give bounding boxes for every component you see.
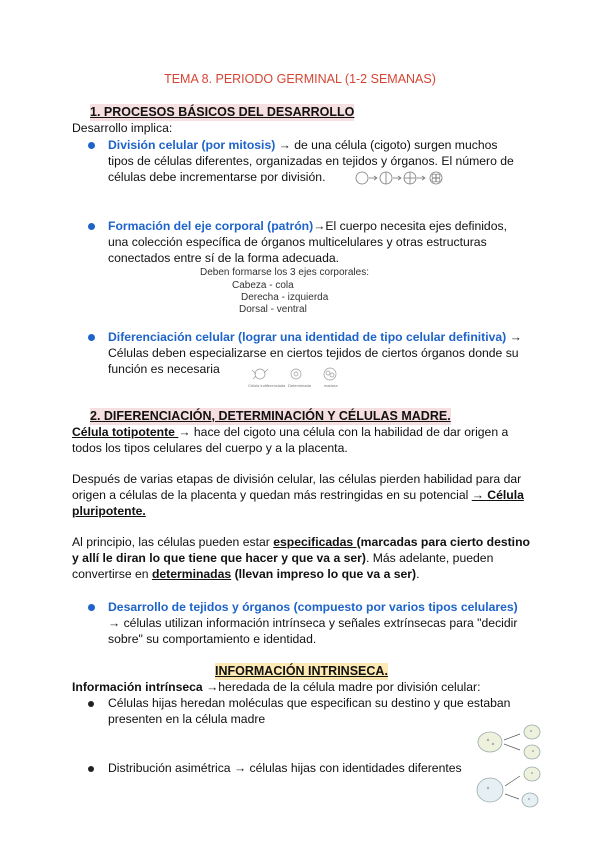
totipotente-text: → hace del cigoto una célula con la habilidad de dar origen a <box>178 425 509 439</box>
page-title: TEMA 8. PERIODO GERMINAL (1-2 SEMANAS) <box>164 72 436 86</box>
division-text: → de una célula (cigoto) surgen muchos <box>275 138 498 152</box>
bullet-icon <box>88 701 94 707</box>
caption-undifferentiated: Célula indiferenciada <box>248 383 286 388</box>
bullet-eje-line1 <box>108 218 507 235</box>
p3-text-c: convertirse en <box>72 567 152 581</box>
caption-determined: Determinada <box>288 383 311 388</box>
p3-bold-c: (llevan impreso lo que va a ser) <box>231 567 417 581</box>
eje-text: →El cuerpo necesita ejes definidos, <box>313 219 507 233</box>
tejidos-line3: sobre" su comportamiento e identidad. <box>108 632 317 646</box>
intrinseca-b1-line2: presenten en la célula madre <box>108 712 266 726</box>
axis-3: Dorsal - ventral <box>239 304 307 315</box>
bullet-eje-line3: conectados entre sí de la forma adecuada. <box>108 251 340 265</box>
section-1-intro: Desarrollo implica: <box>72 121 173 135</box>
bullet-diferenciacion-line2: Células deben especializarse en ciertos tejidos de ciertos órganos donde su <box>108 346 519 360</box>
bullet-diferenciacion-line1 <box>108 329 522 346</box>
intrinseca-intro <box>72 679 480 696</box>
paragraph-2-line1: Después de varias etapas de división celular, las células pierden habilidad para dar <box>72 472 522 486</box>
bullet-eje-line2: una colección específica de órganos multicelulares y otras estructuras <box>108 235 487 249</box>
differentiation-figure <box>248 366 348 390</box>
pluripotente-arrow: → Célula <box>471 488 524 502</box>
bullet-icon <box>88 604 95 611</box>
axes-title: Deben formarse los 3 ejes corporales: <box>200 267 369 278</box>
bullet-icon <box>88 223 95 230</box>
paragraph-3-line3 <box>72 566 420 583</box>
p3-text-b: . Más adelante, pueden <box>365 551 494 565</box>
caption-mature: madura <box>324 383 338 388</box>
intrinseca-b2: Distribución asimétrica → células hijas con identidades diferentes <box>108 761 462 775</box>
totipotente-line1 <box>72 424 508 441</box>
eje-corporal-label: Formación del eje corporal (patrón) <box>108 219 314 233</box>
section-2-heading: 2. DIFERENCIACIÓN, DETERMINACIÓN Y CÉLULAS MADRE. <box>90 409 451 423</box>
bullet-icon <box>88 766 94 772</box>
cell-division-figure <box>474 722 546 812</box>
bullet-division-line3: células debe incrementarse por división. <box>108 170 326 184</box>
bullet-icon <box>88 142 95 149</box>
p3-bold-b: y allí le diran lo que tiene que hacer y que va a ser) <box>72 551 366 565</box>
diferenciacion-arrow: → <box>506 330 522 344</box>
axis-1: Cabeza - cola <box>232 280 294 291</box>
p3-bold-a: (marcadas para cierto destino <box>356 535 530 549</box>
diferenciacion-label: Diferenciación celular (lograr una identidad de tipo celular definitiva) <box>108 330 507 344</box>
especificadas-term: especificadas <box>273 535 357 549</box>
paragraph-3-line2 <box>72 550 493 567</box>
totipotente-line2: todos los tipos celulares del cuerpo y a la placenta. <box>72 441 348 455</box>
bullet-diferenciacion-line3: función es necesaria <box>108 362 220 376</box>
p3-period: . <box>416 567 420 581</box>
bullet-icon <box>88 334 95 341</box>
axis-2: Derecha - izquierda <box>241 292 329 303</box>
mitosis-figure <box>354 168 464 188</box>
division-celular-label: División celular (por mitosis) <box>108 138 276 152</box>
intrinseca-b1-line1: Células hijas heredan moléculas que especifican su destino y que estaban <box>108 696 511 710</box>
paragraph-2-line2 <box>72 487 524 504</box>
pluripotente-term: pluripotente. <box>72 504 146 518</box>
paragraph-3-line1 <box>72 534 530 551</box>
intrinseca-text: →heredada de la célula madre por división celular: <box>206 680 481 694</box>
p2-text: origen a células de la placenta y quedan más restringidas en su potencial <box>72 488 472 502</box>
bullet-division-line2: tipos de células diferentes, organizadas en tejidos y órganos. El número de <box>108 154 514 168</box>
totipotente-term: Célula totipotente <box>72 425 179 439</box>
tejidos-line2: → células utilizan información intrínseca y señales extrínsecas para "decidir <box>108 616 518 630</box>
intrinseca-term: Información intrínseca <box>72 680 207 694</box>
tejidos-label: Desarrollo de tejidos y órganos (compuesto por varios tipos celulares) <box>108 600 518 614</box>
bullet-division-line1 <box>108 137 497 154</box>
section-3-heading: INFORMACIÓN INTRINSECA. <box>215 664 388 678</box>
section-1-heading: 1. PROCESOS BÁSICOS DEL DESARROLLO <box>90 105 355 119</box>
p3-text-a: Al principio, las células pueden estar <box>72 535 274 549</box>
determinadas-term: determinadas <box>151 567 232 581</box>
